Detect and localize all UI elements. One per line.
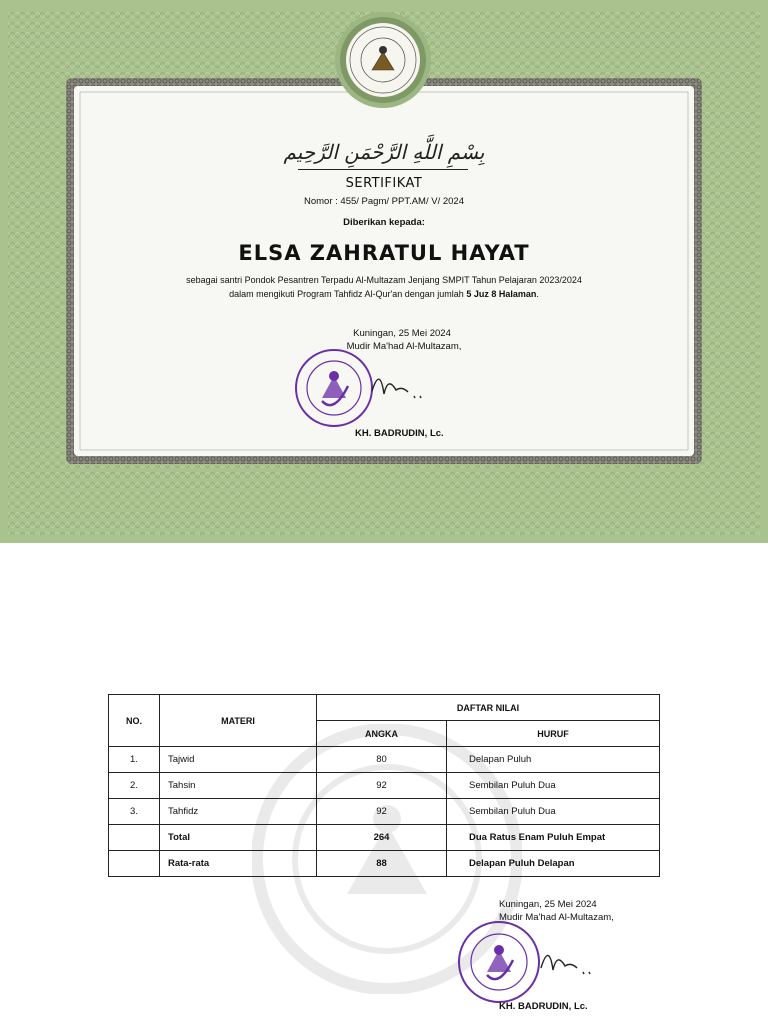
average-row [109,851,660,877]
row-no: 2. [109,773,160,799]
header-no: NO. [109,695,160,747]
table-row [109,773,660,799]
given-to-label: Diberikan kepada: [343,217,425,228]
average-angka: 88 [317,851,447,877]
row-no: 1. [109,747,160,773]
description-line-1: sebagai santri Pondok Pesantren Terpadu Al-Multazam Jenjang SMPIT Tahun Pelajaran 2023/2024 [186,275,582,285]
row-huruf: Sembilan Puluh Dua [447,799,660,825]
total-angka: 264 [317,825,447,851]
header-materi: MATERI [160,695,317,747]
total-huruf: Dua Ratus Enam Puluh Empat [447,825,660,851]
total-label: Total [160,825,317,851]
top-seal [335,12,431,108]
row-angka: 92 [317,773,447,799]
signer-name: KH. BADRUDIN, Lc. [355,428,444,439]
average-label: Rata-rata [160,851,317,877]
basmalah-underline [298,169,468,170]
row-no: 3. [109,799,160,825]
official-stamp [292,346,452,436]
certificate-number: Nomor : 455/ Pagm/ PPT.AM/ V/ 2024 [304,196,464,207]
memorization-amount: 5 Juz 8 Halaman [466,289,537,299]
grades-signer-name: KH. BADRUDIN, Lc. [499,1001,588,1012]
row-materi: Tahfidz [160,799,317,825]
grades-signer-role: Mudir Ma'had Al-Multazam, [499,912,614,923]
header-daftar-nilai: DAFTAR NILAI [317,695,660,721]
row-materi: Tahsin [160,773,317,799]
signer-role: Mudir Ma'had Al-Multazam, [346,341,462,352]
row-angka: 92 [317,799,447,825]
average-huruf: Delapan Puluh Delapan [447,851,660,877]
certificate-title: SERTIFIKAT [345,176,423,191]
grades-place-date: Kuningan, 25 Mei 2024 [499,899,597,910]
header-huruf: HURUF [447,721,660,747]
grades-official-stamp [455,918,615,1008]
header-angka: ANGKA [317,721,447,747]
place-date: Kuningan, 25 Mei 2024 [353,328,451,339]
row-materi: Tajwid [160,747,317,773]
table-row [109,747,660,773]
row-angka: 80 [317,747,447,773]
recipient-name: ELSA ZAHRATUL HAYAT [238,241,530,265]
grades-table [108,694,660,877]
basmalah: بِسْمِ اللَّهِ الرَّحْمَنِ الرَّحِيم [283,140,485,164]
description-line-2: dalam mengikuti Program Tahfidz Al-Qur'an dengan jumlah 5 Juz 8 Halaman. [229,289,539,299]
total-row [109,825,660,851]
row-huruf: Delapan Puluh [447,747,660,773]
table-row [109,799,660,825]
row-huruf: Sembilan Puluh Dua [447,773,660,799]
